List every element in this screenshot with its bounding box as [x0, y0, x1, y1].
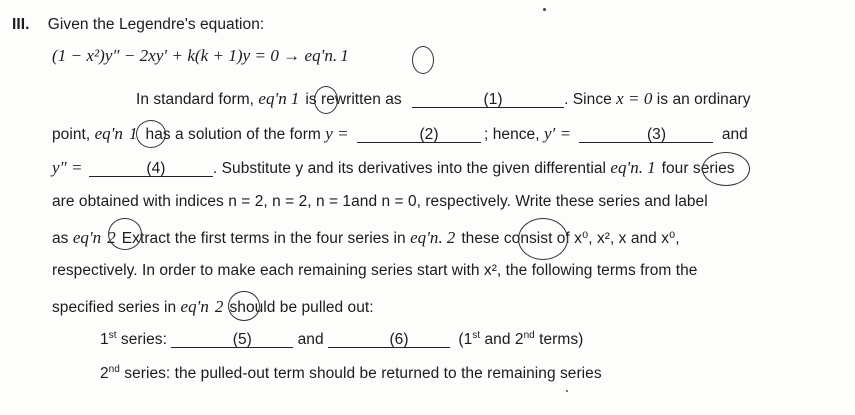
- text-fragment: . Substitute y and its derivatives into the given differential: [212, 160, 611, 177]
- text-fragment: Extract the first terms in the four series in: [121, 230, 411, 247]
- text-fragment: has a solution of the form: [145, 126, 326, 143]
- handwritten-mark: 1: [290, 89, 300, 108]
- text-fragment: is rewritten as: [305, 91, 402, 108]
- eqn-reference: eq'n: [258, 89, 287, 108]
- answer-blank-4[interactable]: [89, 161, 213, 177]
- scan-speck: [566, 390, 568, 392]
- paragraph-line-6: [52, 262, 697, 280]
- series-2-line: [100, 365, 602, 383]
- blank-number: (4): [146, 160, 166, 177]
- question-number: III.: [12, 16, 30, 33]
- math-fragment: y″ =: [52, 158, 83, 177]
- text-fragment: is an ordinary: [652, 91, 751, 108]
- equation-text: (1 − x²)y″ − 2xy′ + k(k + 1)y = 0 →: [52, 46, 305, 65]
- handwritten-mark: 2: [446, 228, 456, 247]
- paragraph-line-4: [52, 193, 708, 211]
- blank-number: (2): [419, 126, 439, 143]
- series-1-line: [100, 331, 583, 349]
- question-heading: [12, 16, 264, 34]
- eqn-reference: eq'n.: [410, 228, 443, 247]
- series-1-label: 1st series:: [100, 330, 167, 348]
- text-fragment: ; hence,: [484, 126, 544, 143]
- equation-ref-handwritten: 1: [340, 46, 349, 65]
- text-fragment: In standard form,: [136, 91, 259, 108]
- text-fragment: respectively. In order to make each remaining series start with x², the following terms from the: [52, 262, 698, 279]
- paragraph-line-2: [52, 124, 748, 144]
- blank-number: (6): [389, 331, 409, 348]
- answer-blank-6[interactable]: [328, 332, 450, 348]
- scan-speck: [543, 8, 546, 11]
- handwritten-mark: 2: [214, 297, 224, 316]
- text-fragment: point,: [52, 126, 95, 143]
- answer-blank-5[interactable]: [171, 332, 293, 348]
- math-fragment: y =: [325, 124, 349, 143]
- text-fragment: . Since: [564, 91, 617, 108]
- legendre-equation: [52, 46, 349, 66]
- answer-blank-2[interactable]: [357, 127, 481, 143]
- text-fragment: and: [721, 126, 748, 143]
- text-fragment: and: [297, 331, 324, 348]
- eqn-reference: eq'n: [180, 297, 209, 316]
- eqn-reference: eq'n: [94, 124, 123, 143]
- math-fragment: x = 0: [616, 89, 653, 108]
- paragraph-line-3: [52, 158, 735, 178]
- blank-number: (3): [646, 126, 667, 143]
- text-fragment: are obtained with indices n = 2, n = 2, n = 1and n = 0, respectively. Write these series and label: [52, 193, 708, 210]
- text-fragment: specified series in: [52, 299, 181, 316]
- handwritten-mark: 2: [107, 228, 116, 247]
- paragraph-line-1: [136, 89, 751, 109]
- series-1-note: (1st and 2nd terms): [458, 330, 584, 348]
- handwritten-circle: [412, 46, 434, 74]
- blank-number: (1): [483, 91, 503, 108]
- text-fragment: as: [52, 230, 73, 247]
- eqn-reference: eq'n.: [610, 158, 644, 177]
- answer-blank-1[interactable]: [412, 92, 564, 108]
- answer-blank-3[interactable]: [579, 127, 713, 143]
- question-title: Given the Legendre's equation:: [47, 16, 265, 33]
- series-2-text: 2nd series: the pulled-out term should be returned to the remaining series: [100, 364, 602, 382]
- text-fragment: should be pulled out:: [229, 299, 374, 316]
- paragraph-line-7: [52, 297, 374, 317]
- handwritten-mark: 1: [128, 124, 138, 143]
- text-fragment: four series: [661, 160, 735, 177]
- text-fragment: these consist of x⁰, x², x and x⁰,: [461, 230, 680, 247]
- equation-ref: eq'n.: [304, 46, 338, 65]
- handwritten-mark: 1: [647, 158, 656, 177]
- paragraph-line-5: [52, 228, 680, 248]
- eqn-reference: eq'n: [72, 228, 102, 247]
- blank-number: (5): [232, 331, 252, 348]
- math-fragment: y′ =: [543, 124, 572, 143]
